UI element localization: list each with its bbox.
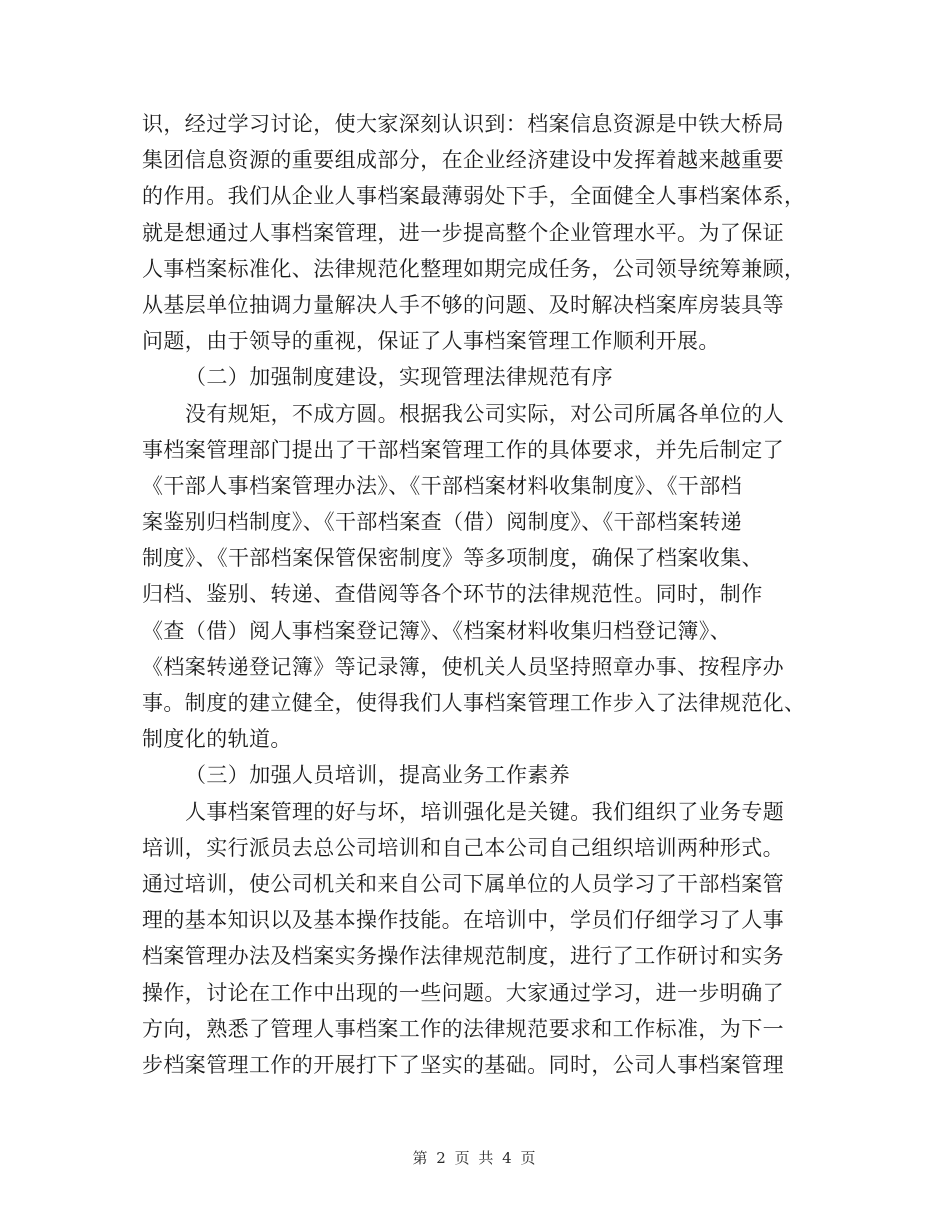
paragraph-line: 方向，熟悉了管理人事档案工作的法律规范要求和工作标准，为下一 [142,1016,784,1041]
page-footer: 第 2 页 共 4 页 [412,1149,538,1167]
paragraph-line: 集团信息资源的重要组成部分，在企业经济建设中发挥着越来越重要 [142,148,784,173]
paragraph-line: 通过培训，使公司机关和来自公司下属单位的人员学习了干部档案管 [142,871,784,896]
paragraph-line: 识，经过学习讨论，使大家深刻认识到：档案信息资源是中铁大桥局 [142,112,784,136]
paragraph-line-indented: （三）加强人员培训，提高业务工作素养 [185,763,571,788]
paragraph-line: 的作用。我们从企业人事档案最薄弱处下手，全面健全人事档案体系， [142,184,806,209]
paragraph-line: 操作，讨论在工作中出现的一些问题。大家通过学习，进一步明确了 [142,980,784,1005]
paragraph-line-indented: 人事档案管理的好与坏，培训强化是关键。我们组织了业务专题 [185,799,785,824]
paragraph-line: 理的基本知识以及基本操作技能。在培训中，学员们仔细学习了人事 [142,908,784,933]
paragraph-line-indented: 没有规矩，不成方圆。根据我公司实际，对公司所属各单位的人 [185,401,785,426]
paragraph-line: 培训，实行派员去总公司培训和自己本公司自己组织培训两种形式。 [142,835,784,860]
paragraph-line: 案鉴别归档制度》、《干部档案查（借）阅制度》、《干部档案转递 [142,510,742,535]
paragraph-line: 问题，由于领导的重视，保证了人事档案管理工作顺利开展。 [142,329,720,354]
paragraph-line: 制度》、《干部档案保管保密制度》等多项制度，确保了档案收集、 [142,546,763,571]
paragraph-line: 人事档案标准化、法律规范化整理如期完成任务，公司领导统筹兼顾， [142,256,806,281]
paragraph-line: 《档案转递登记簿》等记录簿，使机关人员坚持照章办事、按程序办 [142,654,784,679]
paragraph-line: 《干部人事档案管理办法》、《干部档案材料收集制度》、《干部档 [142,473,742,498]
paragraph-line: 《查（借）阅人事档案登记簿》、《档案材料收集归档登记簿》、 [142,618,732,643]
paragraph-line: 就是想通过人事档案管理，进一步提高整个企业管理水平。为了保证 [142,220,784,245]
paragraph-line: 归档、鉴别、转递、查借阅等各个环节的法律规范性。同时，制作 [142,582,763,607]
paragraph-line: 从基层单位抽调力量解决人手不够的问题、及时解决档案库房装具等 [142,292,784,317]
document-body [142,106,810,1083]
paragraph-line: 档案管理办法及档案实务操作法律规范制度，进行了工作研讨和实务 [142,944,784,969]
paragraph-line: 步档案管理工作的开展打下了坚实的基础。同时，公司人事档案管理 [142,1052,784,1077]
paragraph-line: 事。制度的建立健全，使得我们人事档案管理工作步入了法律规范化、 [142,691,806,715]
paragraph-line: 制度化的轨道。 [142,727,292,752]
paragraph-line: 事档案管理部门提出了干部档案管理工作的具体要求，并先后制定了 [142,437,784,462]
paragraph-line-indented: （二）加强制度建设，实现管理法律规范有序 [185,365,613,390]
